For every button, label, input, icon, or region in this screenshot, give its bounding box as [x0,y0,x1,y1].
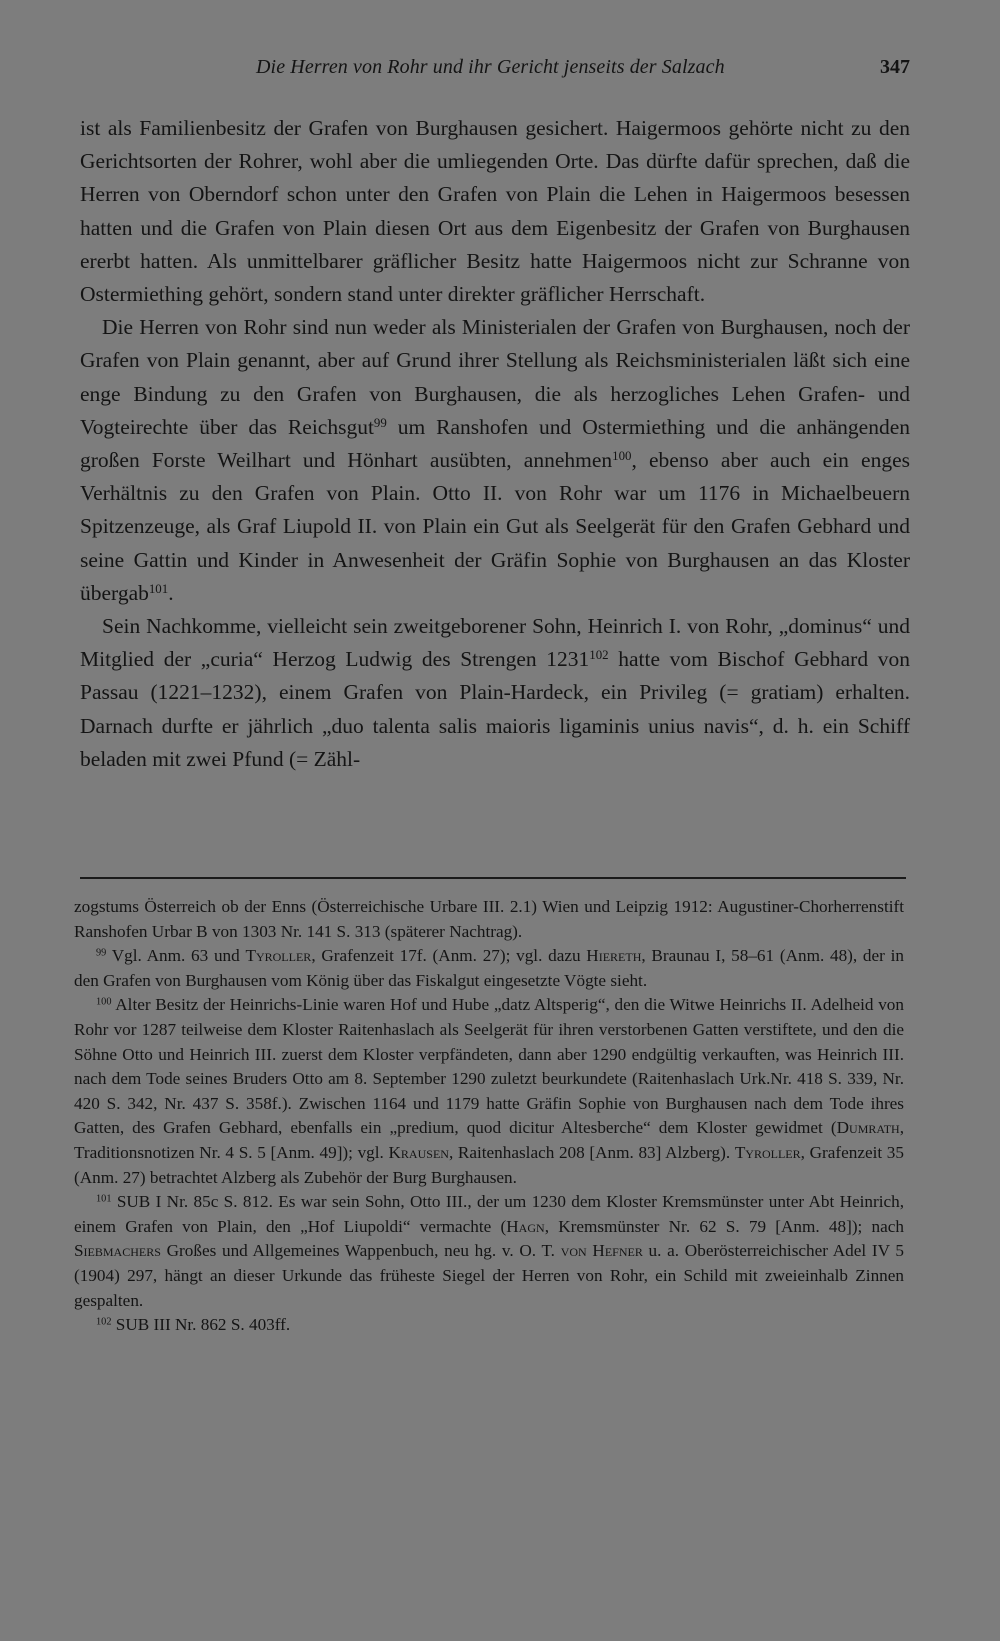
text-run: , Grafenzeit 35 (Anm. 27) betrachtet Alzberg als Zubehör der Burg Burghausen. [74,1142,904,1187]
footnote-marker: 100 [612,448,632,463]
footnote-separator [80,877,906,879]
text-run: Sein Nachkomme, vielleicht sein zweitgeborener Sohn, Heinrich I. von Rohr, „dominus“ und Mitglied der „curia“ Herzog Ludwig des Strengen 1231 [80,614,910,672]
text-run: . [168,580,174,605]
page-number: 347 [880,56,910,78]
author-name: Tyroller [245,946,312,966]
text-run: , Kremsmünster Nr. 62 S. 79 [Anm. 48]); nach [544,1216,904,1236]
footnote-marker: 100 [96,996,112,1008]
text-run: Vgl. Anm. 63 und [106,946,246,966]
text-run: hatte vom Bischof Gebhard von Passau (1221–1232), einem Grafen von Plain-Hardeck, ein Privileg (= gratiam) erhalten. Darnach durfte er jährlich „duo talenta salis maioris ligaminis unius navis“, d. h. ein Schiff beladen mit zwei Pfund (= Zähl- [80,647,910,771]
author-name: Krausen [388,1142,449,1162]
text-run: , ebenso aber auch ein enges Verhältnis zu den Grafen von Plain. Otto II. von Rohr war um 1176 in Michaelbeuern Spitzenzeuge, als Graf Liupold II. von Plain ein Gut als Seelgerät für den Grafen Gebhard und seine Gattin und Kinder in Anwesenheit der Gräfin Sophie von Burghausen an das Kloster übergab [80,448,910,605]
text-run: , Traditionsnotizen Nr. 4 S. 5 [Anm. 49]); vgl. [74,1118,904,1162]
text-run: , Braunau I, 58–61 (Anm. 48), der in den Grafen von Burghausen vom König über das Fiskalgut eingesetzte Vögte sieht. [74,946,904,990]
body-paragraph [80,311,910,610]
text-run: um Ranshofen und Ostermiething und die anhängenden großen Forste Weilhart und Hönhart ausübten, annehmen [80,414,910,473]
main-text [80,112,910,776]
text-run: ist als Familienbesitz der Grafen von Burghausen gesichert. Haigermoos gehörte nicht zu den Gerichtsorten der Rohrer, wohl aber die umliegenden Orte. Das dürfte dafür sprechen, daß die Herren von Oberndorf schon unter den Grafen von Plain die Lehen in Haigermoos besessen hatten und die Grafen von Plain diesen Ort aus dem Eigenbesitz der Grafen von Burghausen ererbt hatten. Als unmittelbarer gräflicher Besitz hatte Haigermoos nicht zur Schranne von Ostermiething gehört, sondern stand unter direkter gräflicher Herrschaft. [80,116,910,307]
author-name: von Hefner [560,1241,643,1261]
footnote [74,993,904,1190]
text-run: , Grafenzeit 17f. (Anm. 27); vgl. dazu [311,946,587,966]
body-paragraph [80,610,910,776]
footnote [74,1313,904,1338]
text-run: u. a. Oberösterreichischer Adel IV 5 (1904) 297, hängt an dieser Urkunde das früheste Siegel der Herren von Rohr, ein Schild mit zweieinhalb Zinnen gespalten. [74,1241,904,1310]
footnotes [74,895,904,1338]
running-title: Die Herren von Rohr und ihr Gericht jenseits der Salzach [256,56,725,78]
author-name: Hiereth [586,946,642,966]
text-run: SUB I Nr. 85c S. 812. Es war sein Sohn, Otto III., der um 1230 dem Kloster Kremsmünster unter Abt Heinrich, einem Grafen von Plain, den „Hof Liupoldi“ vermachte ( [74,1192,904,1236]
text-run: zogstums Österreich ob der Enns (Österreichische Urbare III. 2.1) Wien und Leipzig 1912: Augustiner-Chorherrenstift Ranshofen Urbar B von 1303 Nr. 141 S. 313 (späterer Nachtrag). [74,897,904,941]
footnote-marker: 101 [96,1193,112,1205]
text-run: Alter Besitz der Heinrichs-Linie waren Hof und Hube „datz Altsperig“, den die Witwe Heinrichs II. Adelheid von Rohr vor 1287 teilweise dem Kloster Raitenhaslach als Seelgerät für ihren verstorbenen Gatten verstiftete, und den die Söhne Otto und Heinrich III. zuerst dem Kloster verpfändeten, dann aber 1290 endgültig verkauften, was Heinrich III. nach dem Tode seines Bruders Otto am 8. September 1290 zuletzt beurkundete (Raitenhaslach Urk.Nr. 418 S. 339, Nr. 420 S. 342, Nr. 437 S. 358f.). Zwischen 1164 und 1179 hatte Gräfin Sophie von Burghausen nach dem Tode ihres Gatten, des Grafen Gebhard, ebenfalls ein „predium, quod dicitur Altesberche“ dem Kloster gewidmet ( [74,995,904,1138]
footnote-marker: 102 [589,648,609,663]
text-run: SUB III Nr. 862 S. 403ff. [111,1315,291,1335]
footnote-marker: 99 [373,415,387,430]
footnote-marker: 102 [96,1316,112,1328]
author-name: Siebmachers [74,1241,161,1261]
body-paragraph [80,112,910,311]
footnote [74,895,904,944]
author-name: Hagn [506,1216,545,1236]
author-name: Tyroller [734,1142,801,1162]
footnote-marker: 99 [96,947,107,959]
author-name: Dumrath [836,1118,900,1138]
footnote-marker: 101 [148,581,169,596]
footnote [74,1190,904,1313]
footnote [74,944,904,993]
text-run: Großes und Allgemeines Wappenbuch, neu hg. v. O. T. [160,1241,561,1261]
text-run: , Raitenhaslach 208 [Anm. 83] Alzberg). [448,1142,735,1162]
text-run: Die Herren von Rohr sind nun weder als Ministerialen der Grafen von Burghausen, noch der Grafen von Plain genannt, aber auf Grund ihrer Stellung als Reichsministerialen läßt sich eine enge Bindung zu den Grafen von Burghausen, die als herzogliches Lehen Grafen- und Vogteirechte über das Reichsgut [80,315,910,439]
page-header [80,56,910,82]
